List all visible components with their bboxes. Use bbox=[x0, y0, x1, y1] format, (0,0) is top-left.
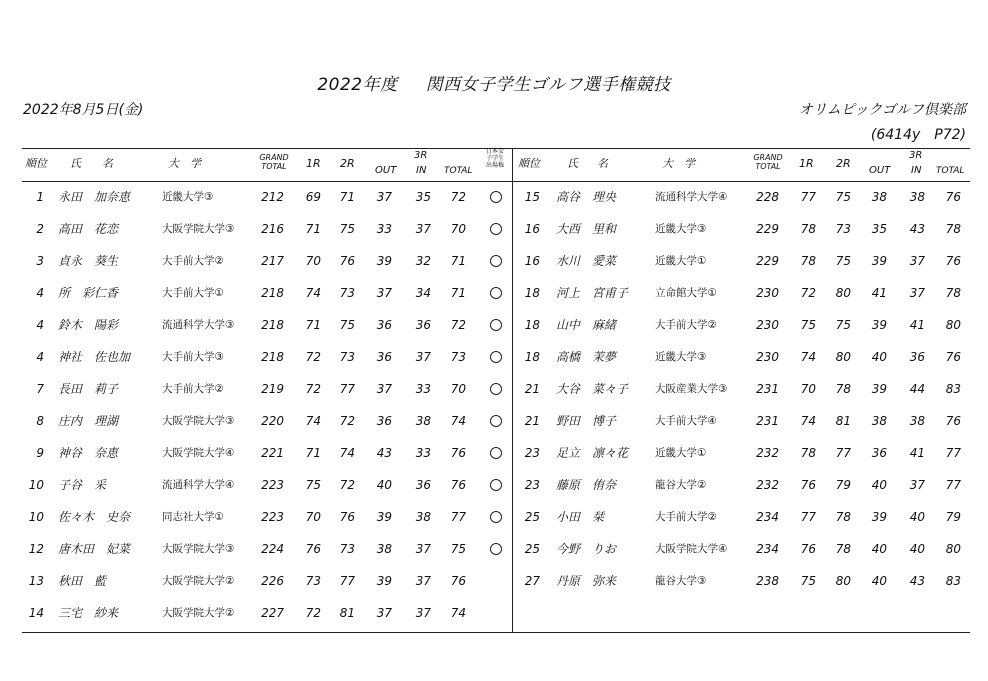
cell-total: 71 bbox=[450, 286, 466, 300]
cell-r2: 72 bbox=[339, 478, 355, 492]
cell-r1: 72 bbox=[800, 286, 816, 300]
cell-univ: 大阪学院大学③ bbox=[162, 223, 235, 235]
cell-out: 38 bbox=[871, 190, 887, 204]
cell-univ: 大手前大学② bbox=[655, 511, 717, 523]
cell-in: 40 bbox=[909, 510, 925, 524]
cell-total: 75 bbox=[450, 542, 466, 556]
cell-in: 33 bbox=[415, 446, 431, 460]
cell-grand: 223 bbox=[261, 510, 284, 524]
header-3r: 3R bbox=[414, 150, 428, 161]
cell-out: 39 bbox=[376, 574, 392, 588]
cell-grand: 220 bbox=[261, 414, 284, 428]
cell-total: 83 bbox=[945, 382, 961, 396]
cell-total: 76 bbox=[945, 190, 961, 204]
cell-grand: 218 bbox=[261, 318, 284, 332]
cell-grand: 227 bbox=[261, 606, 284, 620]
cell-grand: 229 bbox=[756, 254, 779, 268]
cell-r1: 75 bbox=[305, 478, 321, 492]
header-japan-qualification: 日本女 子学生 出場権 bbox=[485, 148, 504, 169]
cell-grand: 218 bbox=[261, 350, 284, 364]
cell-grand: 234 bbox=[756, 510, 779, 524]
cell-total: 70 bbox=[450, 222, 466, 236]
cell-name: 神社 佐也加 bbox=[58, 350, 131, 364]
cell-grand: 218 bbox=[261, 286, 284, 300]
results-table bbox=[22, 148, 970, 633]
course-info: (6414y P72) bbox=[870, 127, 966, 143]
table-row bbox=[22, 213, 970, 245]
header-name-family-right: 氏 bbox=[567, 157, 578, 170]
cell-total: 72 bbox=[450, 318, 466, 332]
header-in: IN bbox=[416, 165, 427, 176]
cell-grand: 223 bbox=[261, 478, 284, 492]
cell-total: 74 bbox=[450, 414, 466, 428]
cell-r2: 76 bbox=[339, 510, 355, 524]
cell-name: 永田 加奈恵 bbox=[58, 190, 131, 204]
cell-name: 足立 凛々花 bbox=[556, 446, 629, 460]
cell-grand: 226 bbox=[261, 574, 284, 588]
cell-r1: 76 bbox=[305, 542, 321, 556]
cell-r1: 76 bbox=[800, 542, 816, 556]
cell-r2: 72 bbox=[339, 414, 355, 428]
cell-name: 藤原 侑奈 bbox=[556, 478, 617, 492]
cell-univ: 流通科学大学③ bbox=[162, 319, 235, 331]
cell-grand: 216 bbox=[261, 222, 284, 236]
cell-r2: 80 bbox=[835, 574, 851, 588]
cell-grand: 217 bbox=[261, 254, 284, 268]
cell-total: 80 bbox=[945, 542, 961, 556]
cell-in: 32 bbox=[415, 254, 431, 268]
header-2r-right: 2R bbox=[836, 157, 851, 170]
header-out: OUT bbox=[375, 165, 397, 176]
cell-total: 72 bbox=[450, 190, 466, 204]
cell-univ: 大手前大学② bbox=[655, 319, 717, 331]
cell-r1: 75 bbox=[800, 318, 816, 332]
cell-in: 37 bbox=[415, 350, 431, 364]
cell-out: 40 bbox=[871, 478, 887, 492]
cell-out: 36 bbox=[871, 446, 887, 460]
cell-univ: 大手前大学② bbox=[162, 383, 224, 395]
header-grand-total-right: GRAND TOTAL bbox=[753, 153, 783, 171]
cell-total: 77 bbox=[945, 478, 961, 492]
cell-rank: 27 bbox=[524, 574, 540, 588]
event-name: 関西女子学生ゴルフ選手権競技 bbox=[425, 75, 671, 95]
cell-r2: 76 bbox=[339, 254, 355, 268]
cell-name: 大西 里和 bbox=[556, 222, 617, 236]
cell-r1: 71 bbox=[305, 222, 321, 236]
cell-rank: 2 bbox=[36, 222, 44, 236]
cell-grand: 232 bbox=[756, 478, 779, 492]
cell-in: 40 bbox=[909, 542, 925, 556]
cell-rank: 23 bbox=[524, 446, 540, 460]
cell-name: 三宅 紗来 bbox=[58, 606, 119, 620]
event-title bbox=[0, 70, 988, 95]
cell-total: 77 bbox=[450, 510, 466, 524]
cell-out: 38 bbox=[376, 542, 392, 556]
cell-univ: 流通科学大学④ bbox=[655, 191, 728, 203]
venue-name: オリムピックゴルフ倶楽部 bbox=[798, 102, 966, 118]
cell-rank: 16 bbox=[524, 222, 540, 236]
header-1r-right: 1R bbox=[799, 157, 814, 170]
cell-name: 佐々木 史奈 bbox=[58, 510, 131, 524]
table-row bbox=[22, 245, 970, 277]
cell-out: 39 bbox=[871, 254, 887, 268]
cell-r2: 79 bbox=[835, 478, 851, 492]
cell-rank: 10 bbox=[28, 478, 44, 492]
header-out-right: OUT bbox=[869, 165, 891, 176]
cell-rank: 25 bbox=[524, 510, 540, 524]
cell-grand: 212 bbox=[261, 190, 284, 204]
cell-r1: 78 bbox=[800, 446, 816, 460]
cell-univ: 大阪学院大学③ bbox=[162, 415, 235, 427]
cell-grand: 231 bbox=[756, 382, 779, 396]
cell-rank: 18 bbox=[524, 318, 540, 332]
table-row bbox=[22, 437, 970, 469]
cell-total: 79 bbox=[945, 510, 961, 524]
cell-rank: 14 bbox=[28, 606, 44, 620]
cell-in: 33 bbox=[415, 382, 431, 396]
cell-r1: 70 bbox=[305, 510, 321, 524]
cell-in: 37 bbox=[415, 542, 431, 556]
cell-r2: 80 bbox=[835, 350, 851, 364]
cell-in: 41 bbox=[909, 446, 925, 460]
event-date: 2022年8月5日(金) bbox=[23, 102, 144, 118]
cell-grand: 230 bbox=[756, 286, 779, 300]
cell-name: 高田 花恋 bbox=[58, 222, 119, 236]
cell-univ: 大阪学院大学④ bbox=[162, 447, 235, 459]
cell-r2: 75 bbox=[339, 222, 355, 236]
cell-r1: 71 bbox=[305, 446, 321, 460]
cell-r1: 69 bbox=[305, 190, 321, 204]
table-row bbox=[22, 501, 970, 533]
cell-grand: 229 bbox=[756, 222, 779, 236]
cell-total: 70 bbox=[450, 382, 466, 396]
cell-in: 36 bbox=[415, 318, 431, 332]
cell-out: 35 bbox=[871, 222, 887, 236]
cell-in: 36 bbox=[415, 478, 431, 492]
cell-r1: 77 bbox=[800, 510, 816, 524]
cell-r1: 76 bbox=[800, 478, 816, 492]
cell-rank: 18 bbox=[524, 286, 540, 300]
cell-r1: 74 bbox=[800, 414, 816, 428]
cell-in: 37 bbox=[415, 574, 431, 588]
cell-total: 76 bbox=[945, 350, 961, 364]
cell-out: 36 bbox=[376, 414, 392, 428]
cell-total: 80 bbox=[945, 318, 961, 332]
cell-r2: 78 bbox=[835, 382, 851, 396]
cell-out: 43 bbox=[376, 446, 392, 460]
cell-out: 38 bbox=[871, 414, 887, 428]
cell-total: 76 bbox=[450, 446, 466, 460]
cell-in: 43 bbox=[909, 222, 925, 236]
cell-r2: 77 bbox=[339, 382, 355, 396]
cell-in: 37 bbox=[909, 478, 925, 492]
cell-univ: 大手前大学① bbox=[162, 287, 224, 299]
cell-total: 76 bbox=[450, 478, 466, 492]
cell-r1: 72 bbox=[305, 382, 321, 396]
cell-grand: 232 bbox=[756, 446, 779, 460]
cell-r1: 75 bbox=[800, 574, 816, 588]
cell-in: 37 bbox=[909, 286, 925, 300]
cell-out: 39 bbox=[871, 510, 887, 524]
cell-name: 子谷 采 bbox=[58, 478, 107, 492]
header-university: 大 学 bbox=[168, 157, 201, 170]
cell-r2: 81 bbox=[339, 606, 355, 620]
cell-univ: 龍谷大学③ bbox=[655, 575, 707, 587]
cell-out: 39 bbox=[871, 318, 887, 332]
cell-r1: 73 bbox=[305, 574, 321, 588]
cell-rank: 8 bbox=[36, 414, 44, 428]
cell-r2: 71 bbox=[339, 190, 355, 204]
cell-name: 庄内 理湖 bbox=[58, 414, 119, 428]
cell-univ: 大阪学院大学② bbox=[162, 575, 235, 587]
cell-in: 38 bbox=[909, 414, 925, 428]
cell-r1: 77 bbox=[800, 190, 816, 204]
cell-rank: 12 bbox=[28, 542, 44, 556]
header-in-right: IN bbox=[911, 165, 922, 176]
table-row bbox=[22, 533, 970, 565]
cell-univ: 近畿大学① bbox=[655, 447, 707, 459]
cell-rank: 23 bbox=[524, 478, 540, 492]
cell-total: 78 bbox=[945, 286, 961, 300]
cell-univ: 大阪産業大学③ bbox=[655, 383, 728, 395]
cell-univ: 流通科学大学④ bbox=[162, 479, 235, 491]
cell-in: 38 bbox=[415, 414, 431, 428]
cell-in: 34 bbox=[415, 286, 431, 300]
cell-name: 所 彩仁香 bbox=[58, 286, 119, 300]
cell-r2: 78 bbox=[835, 510, 851, 524]
table-header bbox=[22, 149, 970, 182]
header-2r: 2R bbox=[340, 157, 355, 170]
cell-total: 73 bbox=[450, 350, 466, 364]
header-name-family: 氏 bbox=[70, 157, 81, 170]
cell-rank: 13 bbox=[28, 574, 44, 588]
cell-name: 今野 りお bbox=[556, 542, 617, 556]
cell-r1: 72 bbox=[305, 606, 321, 620]
cell-name: 長田 莉子 bbox=[58, 382, 119, 396]
cell-total: 83 bbox=[945, 574, 961, 588]
table-row bbox=[22, 597, 970, 629]
table-row bbox=[22, 277, 970, 309]
cell-univ: 立命館大学① bbox=[655, 287, 717, 299]
header-total: TOTAL bbox=[444, 166, 473, 176]
cell-rank: 16 bbox=[524, 254, 540, 268]
cell-univ: 大阪学院大学③ bbox=[162, 543, 235, 555]
cell-name: 水川 愛菜 bbox=[556, 254, 617, 268]
table-row bbox=[22, 181, 970, 213]
cell-out: 39 bbox=[376, 254, 392, 268]
cell-rank: 21 bbox=[524, 414, 540, 428]
cell-out: 40 bbox=[871, 574, 887, 588]
cell-out: 37 bbox=[376, 190, 392, 204]
cell-in: 37 bbox=[415, 222, 431, 236]
cell-grand: 231 bbox=[756, 414, 779, 428]
cell-name: 高橋 茉夢 bbox=[556, 350, 617, 364]
cell-name: 大谷 菜々子 bbox=[556, 382, 629, 396]
header-1r: 1R bbox=[306, 157, 321, 170]
cell-in: 38 bbox=[415, 510, 431, 524]
cell-r2: 75 bbox=[835, 254, 851, 268]
cell-univ: 大手前大学④ bbox=[655, 415, 717, 427]
cell-r2: 75 bbox=[835, 190, 851, 204]
cell-total: 78 bbox=[945, 222, 961, 236]
cell-rank: 21 bbox=[524, 382, 540, 396]
cell-univ: 近畿大学③ bbox=[655, 351, 707, 363]
cell-rank: 7 bbox=[36, 382, 44, 396]
cell-in: 35 bbox=[415, 190, 431, 204]
cell-name: 小田 栞 bbox=[556, 510, 605, 524]
cell-grand: 230 bbox=[756, 318, 779, 332]
table-row bbox=[22, 309, 970, 341]
cell-name: 唐木田 妃菜 bbox=[58, 542, 131, 556]
header-rank-right: 順位 bbox=[518, 157, 540, 170]
cell-in: 43 bbox=[909, 574, 925, 588]
cell-in: 37 bbox=[909, 254, 925, 268]
cell-out: 37 bbox=[376, 382, 392, 396]
cell-rank: 3 bbox=[36, 254, 44, 268]
header-grand-total: GRAND TOTAL bbox=[259, 153, 289, 171]
header-3r-right: 3R bbox=[909, 150, 923, 161]
cell-r1: 70 bbox=[800, 382, 816, 396]
cell-univ: 大阪学院大学② bbox=[162, 607, 235, 619]
cell-out: 40 bbox=[871, 350, 887, 364]
cell-grand: 238 bbox=[756, 574, 779, 588]
cell-univ: 龍谷大学② bbox=[655, 479, 707, 491]
table-row bbox=[22, 469, 970, 501]
cell-name: 鈴木 陽彩 bbox=[58, 318, 119, 332]
cell-in: 36 bbox=[909, 350, 925, 364]
cell-univ: 大手前大学② bbox=[162, 255, 224, 267]
cell-grand: 230 bbox=[756, 350, 779, 364]
cell-r1: 78 bbox=[800, 254, 816, 268]
cell-in: 37 bbox=[415, 606, 431, 620]
cell-in: 38 bbox=[909, 190, 925, 204]
cell-rank: 18 bbox=[524, 350, 540, 364]
cell-univ: 近畿大学① bbox=[655, 255, 707, 267]
cell-total: 76 bbox=[945, 254, 961, 268]
cell-r2: 74 bbox=[339, 446, 355, 460]
table-row bbox=[22, 405, 970, 437]
cell-univ: 大阪学院大学④ bbox=[655, 543, 728, 555]
cell-in: 44 bbox=[909, 382, 925, 396]
event-year: 2022年度 bbox=[317, 75, 398, 95]
cell-r1: 78 bbox=[800, 222, 816, 236]
cell-r2: 75 bbox=[339, 318, 355, 332]
header-total-right: TOTAL bbox=[936, 166, 965, 176]
cell-grand: 219 bbox=[261, 382, 284, 396]
cell-grand: 228 bbox=[756, 190, 779, 204]
table-row bbox=[22, 373, 970, 405]
cell-r2: 73 bbox=[835, 222, 851, 236]
cell-r2: 75 bbox=[835, 318, 851, 332]
cell-out: 39 bbox=[376, 510, 392, 524]
cell-univ: 近畿大学③ bbox=[655, 223, 707, 235]
cell-r1: 74 bbox=[305, 286, 321, 300]
cell-r1: 74 bbox=[800, 350, 816, 364]
header-rank: 順位 bbox=[25, 157, 47, 170]
cell-out: 40 bbox=[376, 478, 392, 492]
cell-r2: 77 bbox=[339, 574, 355, 588]
table-row bbox=[22, 341, 970, 373]
cell-rank: 10 bbox=[28, 510, 44, 524]
cell-name: 野田 博子 bbox=[556, 414, 617, 428]
cell-rank: 1 bbox=[36, 190, 44, 204]
cell-r1: 72 bbox=[305, 350, 321, 364]
cell-r1: 70 bbox=[305, 254, 321, 268]
cell-rank: 4 bbox=[36, 318, 44, 332]
table-row bbox=[22, 565, 970, 597]
cell-grand: 221 bbox=[261, 446, 284, 460]
cell-name: 神谷 奈恵 bbox=[58, 446, 119, 460]
cell-total: 74 bbox=[450, 606, 466, 620]
cell-univ: 近畿大学③ bbox=[162, 191, 214, 203]
cell-out: 33 bbox=[376, 222, 392, 236]
cell-rank: 25 bbox=[524, 542, 540, 556]
cell-r2: 73 bbox=[339, 350, 355, 364]
cell-r2: 81 bbox=[835, 414, 851, 428]
cell-out: 36 bbox=[376, 318, 392, 332]
cell-r2: 78 bbox=[835, 542, 851, 556]
cell-rank: 15 bbox=[524, 190, 540, 204]
cell-out: 39 bbox=[871, 382, 887, 396]
cell-name: 河上 宮甫子 bbox=[556, 286, 629, 300]
header-name-given-right: 名 bbox=[597, 157, 608, 170]
cell-rank: 4 bbox=[36, 350, 44, 364]
cell-out: 41 bbox=[871, 286, 887, 300]
cell-rank: 9 bbox=[36, 446, 44, 460]
cell-univ: 同志社大学① bbox=[162, 511, 224, 523]
cell-grand: 234 bbox=[756, 542, 779, 556]
cell-name: 山中 麻緒 bbox=[556, 318, 617, 332]
cell-name: 秋田 藍 bbox=[58, 574, 107, 588]
cell-out: 37 bbox=[376, 606, 392, 620]
cell-total: 71 bbox=[450, 254, 466, 268]
cell-total: 76 bbox=[945, 414, 961, 428]
cell-univ: 大手前大学③ bbox=[162, 351, 224, 363]
cell-in: 41 bbox=[909, 318, 925, 332]
cell-name: 高谷 理央 bbox=[556, 190, 617, 204]
header-university-right: 大 学 bbox=[662, 157, 695, 170]
cell-r2: 73 bbox=[339, 286, 355, 300]
cell-name: 丹原 弥来 bbox=[556, 574, 617, 588]
cell-total: 76 bbox=[450, 574, 466, 588]
cell-out: 36 bbox=[376, 350, 392, 364]
cell-grand: 224 bbox=[261, 542, 284, 556]
cell-total: 77 bbox=[945, 446, 961, 460]
header-name-given: 名 bbox=[102, 157, 113, 170]
cell-r1: 71 bbox=[305, 318, 321, 332]
cell-r2: 73 bbox=[339, 542, 355, 556]
cell-out: 40 bbox=[871, 542, 887, 556]
cell-name: 貞永 葵生 bbox=[58, 254, 119, 268]
cell-r1: 74 bbox=[305, 414, 321, 428]
cell-r2: 77 bbox=[835, 446, 851, 460]
cell-out: 37 bbox=[376, 286, 392, 300]
cell-r2: 80 bbox=[835, 286, 851, 300]
cell-rank: 4 bbox=[36, 286, 44, 300]
